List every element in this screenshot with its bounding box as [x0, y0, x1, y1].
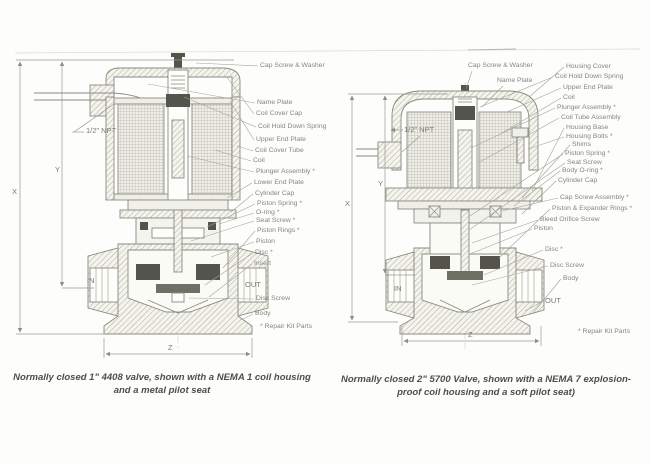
part-label: Coil Tube Assembly — [561, 114, 621, 121]
diagram-caption: Normally closed 1" 4408 valve, shown with a NEMA 1 coil housing and a metal pilot seat — [13, 372, 311, 396]
part-label: Upper End Plate — [563, 84, 613, 91]
part-label: Lower End Plate — [254, 179, 304, 186]
part-label: Disc * — [545, 246, 563, 253]
out-label: OUT — [245, 280, 261, 289]
part-label: Plunger Assembly * — [557, 104, 616, 111]
part-label: Housing Cover — [566, 63, 611, 70]
in-label: IN — [87, 276, 95, 285]
part-label: Coil Hold Down Spring — [555, 73, 624, 80]
part-label: Housing Bolts * — [566, 133, 613, 140]
part-label: Housing Base — [566, 124, 609, 131]
part-label: Piston — [534, 225, 553, 232]
part-label: Piston Rings * — [257, 227, 300, 234]
part-label: Cap Screw & Washer — [468, 62, 533, 69]
npt-label: 1/2" NPT — [86, 126, 117, 135]
part-label: Body — [255, 310, 271, 317]
part-label: Coil — [563, 94, 575, 101]
part-label: Cap Screw & Washer — [260, 62, 325, 69]
part-label: Piston Spring * — [565, 150, 610, 157]
dim-label-x: X — [345, 199, 351, 208]
part-label: Coil Hold Down Spring — [258, 123, 327, 130]
part-label: Seat Screw * — [256, 217, 296, 224]
part-label: Body O-ring * — [562, 167, 603, 174]
part-label: Coil — [253, 157, 265, 164]
part-label: Piston Spring * — [257, 200, 302, 207]
part-label: Disc Screw — [256, 295, 290, 302]
part-label: Seat Screw — [567, 159, 602, 166]
part-label: Insert — [254, 260, 271, 267]
part-label: Disc Screw — [550, 262, 584, 269]
repair-kit-footnote: * Repair Kit Parts — [578, 328, 631, 335]
part-label: Name Plate — [257, 99, 293, 106]
dim-label-z: Z — [168, 343, 173, 352]
part-label: Cylinder Cap — [255, 190, 295, 197]
part-label: Plunger Assembly * — [256, 168, 315, 175]
part-label: Coil Cover Tube — [255, 147, 304, 154]
out-label: OUT — [545, 296, 561, 305]
part-label: Coil Cover Cap — [256, 110, 303, 117]
part-label: Piston — [256, 238, 275, 245]
valve-drawing-left — [34, 53, 268, 348]
dim-label-z: Z — [468, 330, 473, 339]
diagram-caption: Normally closed 2" 5700 Valve, shown with a NEMA 7 explosion-proof coil housing and a soft pilot seat) — [341, 374, 631, 398]
in-label: IN — [394, 284, 402, 293]
part-label: Cap Screw Assembly * — [560, 194, 629, 201]
repair-kit-footnote: * Repair Kit Parts — [260, 323, 313, 330]
part-label: Piston & Expander Rings * — [552, 205, 633, 212]
part-label: Body — [563, 275, 579, 282]
dim-label-y: Y — [378, 179, 384, 188]
dim-label-y: Y — [55, 165, 61, 174]
part-label: Cylinder Cap — [558, 177, 598, 184]
dim-label-x: X — [12, 187, 18, 196]
valve-drawing-right — [356, 82, 544, 352]
npt-label: 1/2" NPT — [404, 125, 435, 134]
part-label: Disc * — [255, 249, 273, 256]
part-label: O-ring * — [256, 209, 280, 216]
part-label: Shims — [572, 141, 591, 148]
part-label: Name Plate — [497, 77, 533, 84]
part-label: Bleed Orifice Screw — [540, 216, 600, 223]
part-label: Upper End Plate — [256, 136, 306, 143]
